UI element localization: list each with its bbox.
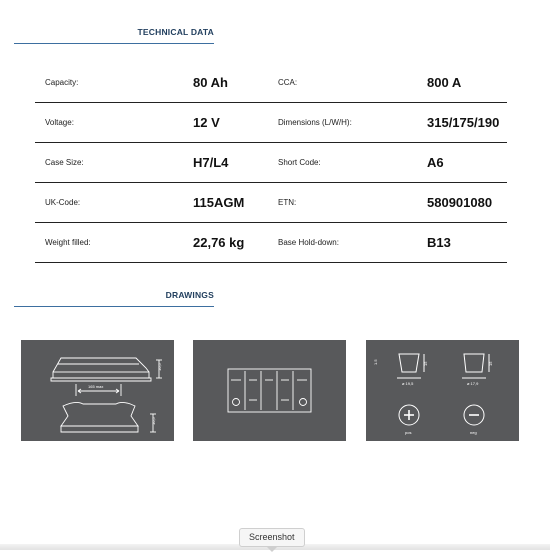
cca-value: 800 A bbox=[427, 75, 462, 90]
spec-row bbox=[35, 103, 507, 143]
neg-label: neg bbox=[470, 430, 477, 435]
terminal-layout-drawing[interactable] bbox=[193, 340, 346, 441]
terminal-posts-drawing[interactable] bbox=[366, 340, 519, 441]
uk-code-label: UK-Code: bbox=[45, 198, 81, 207]
case-size-label: Case Size: bbox=[45, 158, 84, 167]
voltage-value: 12 V bbox=[193, 115, 220, 130]
screenshot-tooltip: Screenshot bbox=[239, 528, 305, 547]
short-code-value: A6 bbox=[427, 155, 444, 170]
spec-row bbox=[35, 183, 507, 223]
etn-label: ETN: bbox=[278, 198, 297, 207]
spec-row bbox=[35, 63, 507, 103]
voltage-label: Voltage: bbox=[45, 118, 74, 127]
hold-down-label: Base Hold-down: bbox=[278, 238, 339, 247]
capacity-label: Capacity: bbox=[45, 78, 79, 87]
neg-height-caption: 15 bbox=[488, 361, 493, 366]
height-top-caption: 10,5 bbox=[157, 363, 162, 371]
pos-diameter-caption: ø 19,5 bbox=[402, 381, 414, 386]
capacity-value: 80 Ah bbox=[193, 75, 228, 90]
pos-label: pos bbox=[405, 430, 412, 435]
neg-diameter-caption: ø 17,9 bbox=[467, 381, 479, 386]
uk-code-value: 115AGM bbox=[193, 195, 245, 210]
hold-down-value: B13 bbox=[427, 235, 451, 250]
dimensions-label: Dimensions (L/W/H): bbox=[278, 118, 352, 127]
weight-label: Weight filled: bbox=[45, 238, 91, 247]
spec-row bbox=[35, 143, 507, 183]
width-caption: 165 max bbox=[88, 384, 104, 389]
pos-height-caption: 15 bbox=[423, 361, 428, 366]
dim-left-caption: 1.5 bbox=[373, 359, 378, 365]
weight-value: 22,76 kg bbox=[193, 235, 245, 250]
drawings-title: DRAWINGS bbox=[14, 290, 214, 307]
terminal-layout-icon bbox=[193, 340, 346, 441]
spec-row bbox=[35, 223, 507, 263]
case-size-value: H7/L4 bbox=[193, 155, 229, 170]
dimensions-value: 315/175/190 bbox=[427, 115, 500, 130]
etn-value: 580901080 bbox=[427, 195, 493, 210]
spec-table bbox=[35, 63, 507, 263]
height-bottom-caption: 10,5 bbox=[151, 417, 156, 425]
short-code-label: Short Code: bbox=[278, 158, 321, 167]
cca-label: CCA: bbox=[278, 78, 298, 87]
terminal-posts-icon bbox=[366, 340, 519, 441]
battery-profile-icon bbox=[21, 340, 174, 441]
technical-data-title: TECHNICAL DATA bbox=[14, 27, 214, 44]
battery-profile-drawing[interactable] bbox=[21, 340, 174, 441]
